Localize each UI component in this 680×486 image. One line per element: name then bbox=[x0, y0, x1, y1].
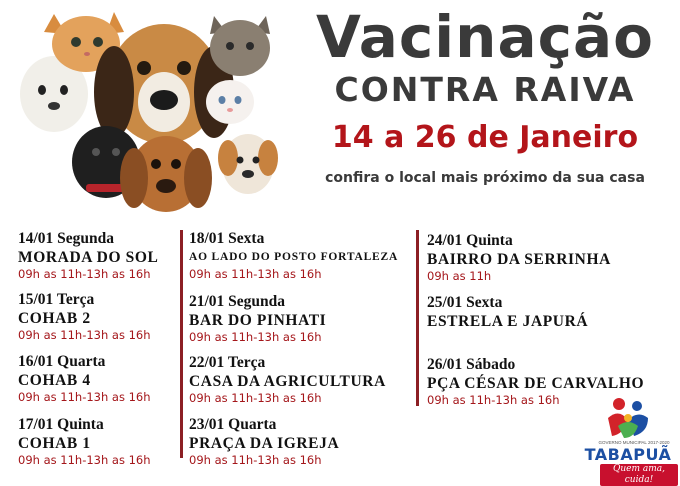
schedule-entry bbox=[427, 294, 588, 331]
schedule-entry bbox=[18, 230, 158, 282]
schedule-entry bbox=[18, 291, 151, 343]
schedule-entry bbox=[18, 353, 151, 405]
entry-day: 25/01 Sexta bbox=[427, 294, 503, 311]
entry-place: MORADA DO SOL bbox=[18, 249, 159, 266]
entry-day: 18/01 Sexta bbox=[189, 230, 265, 247]
entry-hours: 09h as 11h bbox=[427, 269, 492, 283]
entry-day: 17/01 Quinta bbox=[18, 416, 104, 433]
schedule-entry bbox=[189, 416, 339, 468]
logo-government-caption: GOVERNO MUNICIPAL 2017-2020 bbox=[598, 440, 670, 445]
entry-day: 15/01 Terça bbox=[18, 291, 95, 308]
entry-place: COHAB 1 bbox=[18, 435, 91, 452]
entry-day: 21/01 Segunda bbox=[189, 293, 286, 310]
tabby-kitten-image bbox=[210, 16, 270, 76]
entry-day: 22/01 Terça bbox=[189, 354, 266, 371]
entry-place: PÇA CÉSAR DE CARVALHO bbox=[427, 375, 645, 392]
pets-photo-collage bbox=[14, 2, 284, 220]
entry-day: 16/01 Quarta bbox=[18, 353, 106, 370]
campaign-note: confira o local mais próximo da sua casa bbox=[325, 170, 645, 186]
schedule-entry bbox=[189, 293, 326, 345]
entry-hours: 09h as 11h-13h as 16h bbox=[18, 390, 151, 404]
small-puppy-image bbox=[218, 134, 278, 194]
logo-city-name: TABAPUÃ bbox=[584, 445, 672, 464]
schedule-entry bbox=[427, 232, 611, 284]
campaign-title: Vacinação bbox=[316, 3, 654, 71]
entry-hours: 09h as 11h-13h as 16h bbox=[189, 453, 322, 467]
entry-place: ESTRELA E JAPURÁ bbox=[427, 313, 589, 330]
entry-hours: 09h as 11h-13h as 16h bbox=[18, 328, 151, 342]
entry-hours: 09h as 11h-13h as 16h bbox=[18, 267, 151, 281]
entry-day: 26/01 Sábado bbox=[427, 356, 516, 373]
entry-day: 24/01 Quinta bbox=[427, 232, 513, 249]
column-divider-left bbox=[180, 230, 183, 458]
logo-slogan: Quem ama, cuida! bbox=[600, 464, 678, 486]
entry-hours: 09h as 11h-13h as 16h bbox=[18, 453, 151, 467]
column-divider-right bbox=[416, 230, 419, 406]
schedule-entry bbox=[189, 354, 386, 406]
entry-place: AO LADO DO POSTO FORTALEZA bbox=[189, 251, 399, 263]
entry-place: PRAÇA DA IGREJA bbox=[189, 435, 340, 452]
entry-hours: 09h as 11h-13h as 16h bbox=[189, 391, 322, 405]
white-kitten-image bbox=[206, 80, 254, 124]
entry-place: BAR DO PINHATI bbox=[189, 312, 327, 329]
campaign-subtitle: CONTRA RAIVA bbox=[334, 70, 636, 109]
schedule-entry bbox=[18, 416, 151, 468]
schedule-entry bbox=[189, 230, 398, 282]
entry-hours: 09h as 11h-13h as 16h bbox=[189, 330, 322, 344]
campaign-dates: 14 a 26 de Janeiro bbox=[331, 120, 639, 155]
entry-hours: 09h as 11h-13h as 16h bbox=[427, 393, 560, 407]
entry-place: BAIRRO DA SERRINHA bbox=[427, 251, 611, 268]
entry-day: 23/01 Quarta bbox=[189, 416, 277, 433]
tabapua-logo-icon bbox=[604, 396, 654, 440]
entry-hours: 09h as 11h-13h as 16h bbox=[189, 267, 322, 281]
entry-place: COHAB 4 bbox=[18, 372, 91, 389]
entry-day: 14/01 Segunda bbox=[18, 230, 115, 247]
entry-place: COHAB 2 bbox=[18, 310, 91, 327]
entry-place: CASA DA AGRICULTURA bbox=[189, 373, 386, 390]
